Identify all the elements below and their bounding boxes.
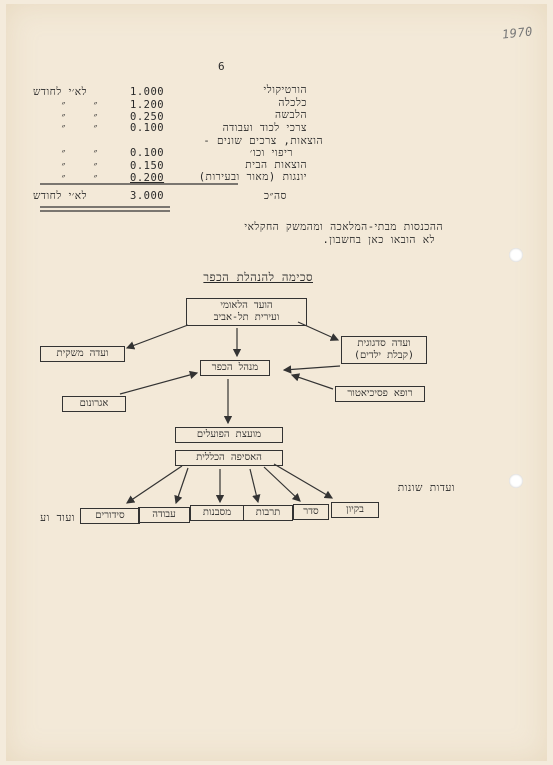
budget-amount: 1.200 [130, 99, 165, 111]
budget-unit: ״ [93, 111, 98, 123]
box-line: ועדה סדגוגית [357, 338, 411, 349]
budget-unit: ״ [61, 160, 66, 172]
committee-box: מסבנות [190, 505, 244, 521]
arrow [298, 322, 338, 340]
diagram-title: סכימה להנהלת הכפר [203, 270, 313, 284]
budget-amount: 0.150 [130, 160, 165, 172]
box-line: הועד הלאומי [220, 300, 273, 311]
box-line: (קבלת ילדים) [354, 350, 414, 361]
budget-label: הוצאות הבית [245, 159, 307, 171]
budget-label: הורטיקולי [263, 84, 307, 96]
budget-total-label: סה״כ [263, 190, 287, 202]
budget-unit: ״ [61, 172, 66, 184]
budget-unit: ״ [93, 160, 98, 172]
general-assembly-box: האסיפה הכללית [175, 450, 283, 466]
budget-total-unit: לא׳י לחודש [32, 190, 87, 202]
arrow [127, 325, 188, 348]
budget-amount: 0.250 [130, 111, 165, 123]
budget-unit: ״ [93, 99, 98, 111]
page-number: 6 [218, 60, 226, 73]
arrow [274, 464, 332, 498]
arrow [127, 466, 182, 503]
note-line-1: ההכנסות מבתי-המלאכה ומהמשק החקלאי [244, 221, 443, 233]
committee-box: בקיון [331, 502, 379, 518]
arrow [284, 366, 340, 370]
budget-label: צרכי לכוד ועבודה [222, 122, 307, 134]
budget-unit: לא׳י לחודש [32, 86, 87, 98]
psychiatrist-box: רופא פסיכיאטור [335, 386, 425, 402]
budget-label: ריפוי וכו׳ [249, 147, 293, 159]
budget-amount: 0.100 [130, 122, 165, 134]
budget-unit: ״ [93, 172, 98, 184]
budget-label: יונגות (מאור ובעירות) [198, 171, 307, 183]
committee-box: עבודה [138, 507, 190, 523]
budget-unit: ״ [61, 147, 66, 159]
committee-box: תרבות [243, 505, 293, 521]
budget-unit: ״ [93, 147, 98, 159]
arrow [120, 373, 197, 394]
economic-committee-box: ועדה משקית [40, 346, 125, 362]
budget-label: הלבשה [275, 109, 307, 121]
budget-unit: ״ [61, 99, 66, 111]
budget-label: כלכלה [278, 97, 307, 109]
committee-box: סידורים [80, 508, 140, 524]
budget-amount: 0.100 [130, 147, 165, 159]
corner-mark: 1970 [501, 24, 534, 42]
trailing-text: ועוד וע [40, 512, 75, 524]
director-box: מנהל הכפר [200, 360, 270, 376]
budget-unit: ״ [93, 122, 98, 134]
box-line: ועירית תל-אביב [213, 312, 280, 323]
committees-label: ועדות שונות [397, 482, 455, 494]
arrow [176, 468, 188, 503]
budget-amount: 1.000 [130, 86, 165, 98]
agronomist-box: אגרונום [62, 396, 126, 412]
arrow [250, 469, 258, 502]
note-line-2: לא הובאו כאן בחשבון. [322, 234, 435, 246]
budget-unit: ״ [61, 111, 66, 123]
budget-label: הוצאות, צרכים שונים - [203, 135, 323, 147]
arrow [264, 467, 300, 501]
workers-council-box: מועצת הפועלים [175, 427, 283, 443]
committee-box: סדר [293, 504, 329, 520]
budget-unit: ״ [61, 122, 66, 134]
budget-total-amount: 3.000 [130, 190, 165, 202]
budget-amount: 0.200 [130, 172, 165, 184]
arrow [292, 375, 333, 389]
